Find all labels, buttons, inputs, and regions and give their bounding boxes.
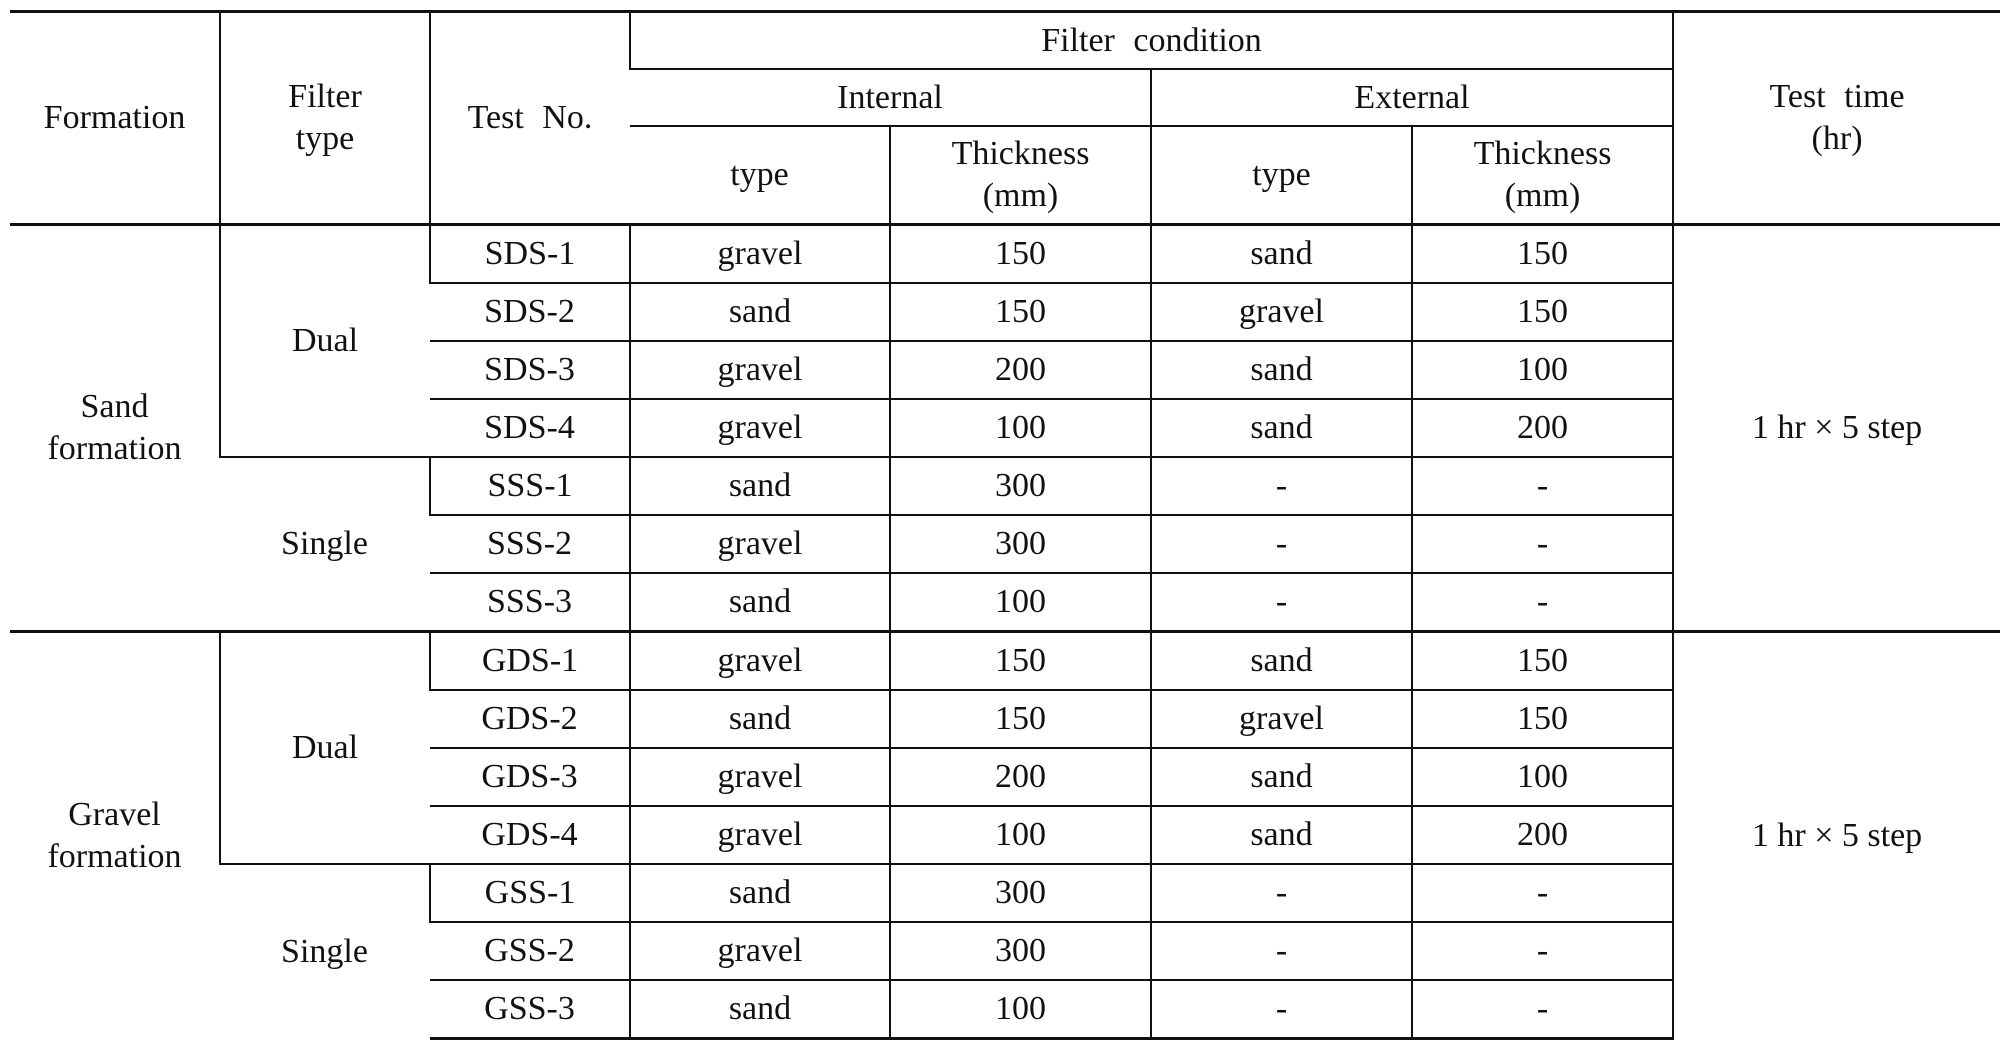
cell-formation: Sand formation <box>10 225 220 632</box>
cell-formation: Gravel formation <box>10 632 220 1039</box>
cell-external-thickness: 150 <box>1412 632 1673 691</box>
cell-external-type: sand <box>1151 225 1412 284</box>
cell-external-thickness: 200 <box>1412 399 1673 457</box>
cell-internal-thickness: 300 <box>890 515 1151 573</box>
cell-test-no: SDS-1 <box>430 225 630 284</box>
header-test-time: Test time (hr) <box>1673 12 2000 225</box>
cell-internal-type: gravel <box>630 341 890 399</box>
cell-external-thickness: 150 <box>1412 690 1673 748</box>
cell-internal-type: gravel <box>630 399 890 457</box>
cell-external-thickness: - <box>1412 573 1673 632</box>
cell-internal-thickness: 150 <box>890 690 1151 748</box>
cell-external-type: - <box>1151 980 1412 1039</box>
cell-internal-thickness: 150 <box>890 283 1151 341</box>
cell-internal-type: sand <box>630 690 890 748</box>
cell-external-type: - <box>1151 864 1412 922</box>
cell-external-thickness: 100 <box>1412 341 1673 399</box>
formation-group <box>10 632 2000 1039</box>
cell-external-type: - <box>1151 515 1412 573</box>
cell-test-no: GSS-3 <box>430 980 630 1039</box>
cell-external-type: sand <box>1151 341 1412 399</box>
cell-internal-thickness: 300 <box>890 457 1151 515</box>
table-row <box>10 632 2000 691</box>
cell-test-no: SSS-3 <box>430 573 630 632</box>
cell-external-type: sand <box>1151 806 1412 864</box>
cell-test-no: GDS-2 <box>430 690 630 748</box>
cell-external-type: gravel <box>1151 690 1412 748</box>
cell-test-no: GSS-2 <box>430 922 630 980</box>
cell-internal-type: sand <box>630 283 890 341</box>
cell-internal-thickness: 100 <box>890 573 1151 632</box>
cell-internal-type: sand <box>630 980 890 1039</box>
cell-internal-type: gravel <box>630 515 890 573</box>
cell-external-thickness: - <box>1412 457 1673 515</box>
header-test-no: Test No. <box>430 12 630 225</box>
cell-internal-type: gravel <box>630 632 890 691</box>
cell-external-thickness: - <box>1412 980 1673 1039</box>
cell-test-no: SDS-2 <box>430 283 630 341</box>
cell-internal-thickness: 300 <box>890 922 1151 980</box>
cell-internal-thickness: 200 <box>890 341 1151 399</box>
cell-external-thickness: 200 <box>1412 806 1673 864</box>
cell-external-type: sand <box>1151 748 1412 806</box>
cell-internal-type: sand <box>630 573 890 632</box>
header-internal: Internal <box>630 69 1151 126</box>
cell-test-no: SSS-2 <box>430 515 630 573</box>
cell-internal-type: gravel <box>630 748 890 806</box>
cell-test-no: SSS-1 <box>430 457 630 515</box>
cell-test-time: 1 hr × 5 step <box>1673 632 2000 1039</box>
formation-group <box>10 225 2000 632</box>
cell-external-thickness: 150 <box>1412 225 1673 284</box>
cell-test-no: SDS-3 <box>430 341 630 399</box>
cell-test-time: 1 hr × 5 step <box>1673 225 2000 632</box>
filter-test-table-wrapper <box>10 10 2000 1040</box>
cell-external-thickness: - <box>1412 864 1673 922</box>
header-external-thickness: Thickness (mm) <box>1412 126 1673 225</box>
cell-internal-thickness: 100 <box>890 980 1151 1039</box>
header-filter-condition: Filter condition <box>630 12 1673 70</box>
cell-test-no: GDS-4 <box>430 806 630 864</box>
header-internal-type: type <box>630 126 890 225</box>
cell-internal-thickness: 150 <box>890 225 1151 284</box>
cell-external-type: - <box>1151 922 1412 980</box>
cell-external-type: - <box>1151 457 1412 515</box>
table-header <box>10 12 2000 225</box>
cell-external-thickness: 150 <box>1412 283 1673 341</box>
header-formation: Formation <box>10 12 220 225</box>
cell-internal-thickness: 200 <box>890 748 1151 806</box>
cell-test-no: GDS-3 <box>430 748 630 806</box>
header-filter-type: Filter type <box>220 12 430 225</box>
cell-external-thickness: - <box>1412 515 1673 573</box>
cell-test-no: SDS-4 <box>430 399 630 457</box>
cell-internal-type: gravel <box>630 806 890 864</box>
cell-internal-thickness: 100 <box>890 806 1151 864</box>
cell-test-no: GDS-1 <box>430 632 630 691</box>
cell-filter-type: Dual <box>220 225 430 458</box>
cell-test-no: GSS-1 <box>430 864 630 922</box>
table-row <box>10 225 2000 284</box>
cell-filter-type: Dual <box>220 632 430 865</box>
cell-external-thickness: - <box>1412 922 1673 980</box>
cell-internal-type: gravel <box>630 922 890 980</box>
cell-internal-thickness: 150 <box>890 632 1151 691</box>
cell-internal-thickness: 300 <box>890 864 1151 922</box>
cell-external-type: gravel <box>1151 283 1412 341</box>
cell-filter-type: Single <box>220 457 430 632</box>
cell-external-type: - <box>1151 573 1412 632</box>
filter-test-table <box>10 10 2000 1040</box>
cell-filter-type: Single <box>220 864 430 1039</box>
cell-internal-thickness: 100 <box>890 399 1151 457</box>
cell-internal-type: sand <box>630 457 890 515</box>
cell-external-type: sand <box>1151 632 1412 691</box>
cell-internal-type: sand <box>630 864 890 922</box>
header-external-type: type <box>1151 126 1412 225</box>
header-internal-thickness: Thickness (mm) <box>890 126 1151 225</box>
cell-external-type: sand <box>1151 399 1412 457</box>
cell-external-thickness: 100 <box>1412 748 1673 806</box>
header-external: External <box>1151 69 1673 126</box>
cell-internal-type: gravel <box>630 225 890 284</box>
